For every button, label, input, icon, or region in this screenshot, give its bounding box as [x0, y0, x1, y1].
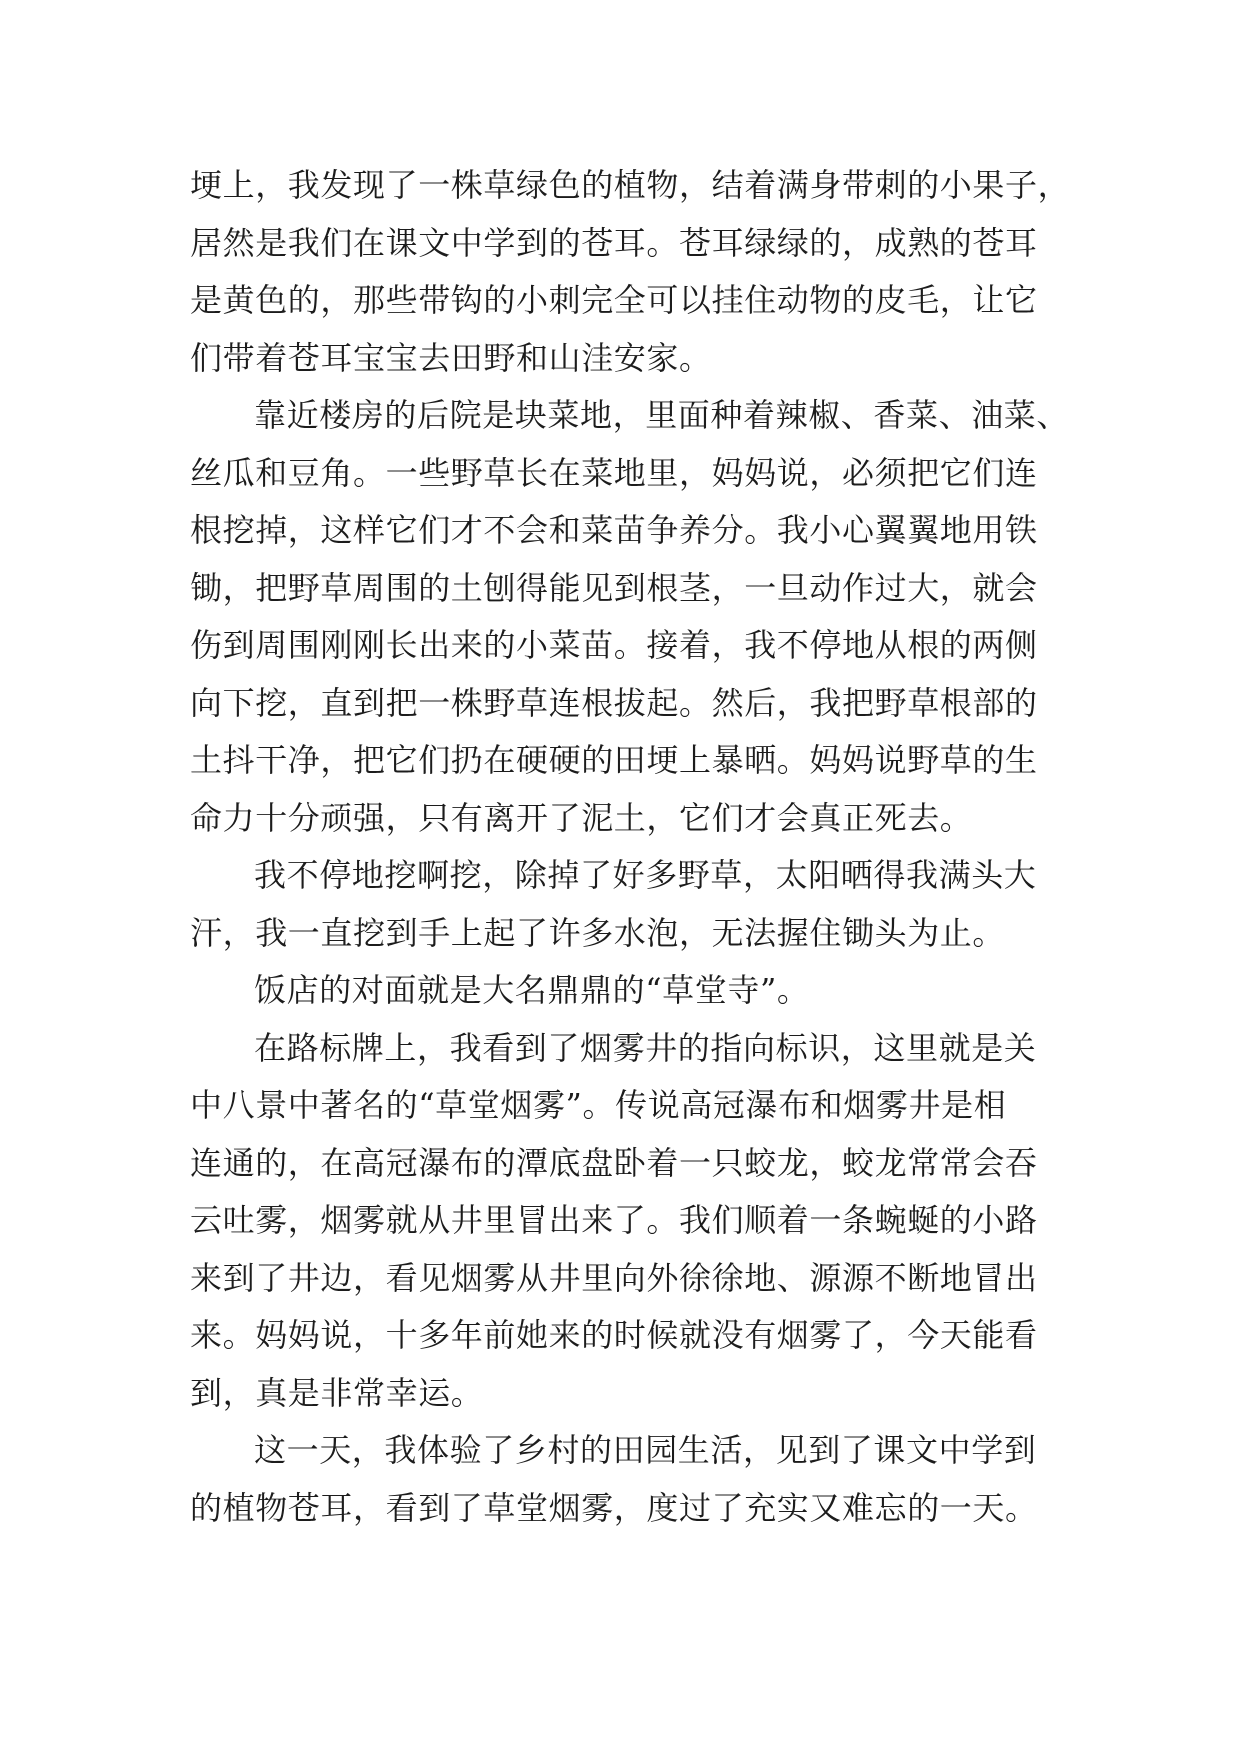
text-line: 这一天，我体验了乡村的田园生活，见到了课文中学到	[254, 1431, 1037, 1469]
text-line: 伤到周围刚刚长出来的小菜苗。接着，我不停地从根的两侧	[190, 626, 1038, 664]
paragraph	[190, 1020, 1070, 1423]
paragraph	[190, 387, 1070, 847]
text-line: 命力十分顽强，只有离开了泥土，它们才会真正死去。	[190, 798, 973, 837]
text-line: 饭店的对面就是大名鼎鼎的“草堂寺”。	[254, 971, 810, 1009]
text-line: 云吐雾，烟雾就从井里冒出来了。我们顺着一条蜿蜒的小路	[190, 1201, 1038, 1239]
text-line: 到，真是非常幸运。	[190, 1373, 484, 1412]
text-line: 来到了井边，看见烟雾从井里向外徐徐地、源源不断地冒出	[190, 1258, 1038, 1297]
text-line: 在路标牌上，我看到了烟雾井的指向标识，这里就是关	[254, 1028, 1037, 1067]
text-line: 土抖干净，把它们扔在硬硬的田埂上暴晒。妈妈说野草的生	[190, 741, 1038, 779]
text-line: 的植物苍耳，看到了草堂烟雾，度过了充实又难忘的一天。	[190, 1488, 1038, 1527]
text-line: 中八景中著名的“草堂烟雾”。传说高冠瀑布和烟雾井是相	[190, 1086, 1007, 1124]
document-body	[190, 157, 1070, 1537]
text-line: 我不停地挖啊挖，除掉了好多野草，太阳晒得我满头大	[254, 856, 1037, 894]
paragraph	[190, 157, 1070, 387]
text-line: 们带着苍耳宝宝去田野和山洼安家。	[190, 338, 712, 377]
paragraph	[190, 962, 1070, 1020]
text-line: 向下挖，直到把一株野草连根拔起。然后，我把野草根部的	[190, 683, 1038, 722]
text-line: 锄，把野草周围的土刨得能见到根茎，一旦动作过大，就会	[190, 568, 1038, 607]
text-line: 根挖掉，这样它们才不会和菜苗争养分。我小心翼翼地用铁	[190, 511, 1038, 549]
text-line: 是黄色的，那些带钩的小刺完全可以挂住动物的皮毛，让它	[190, 281, 1038, 319]
text-line: 靠近楼房的后院是块菜地，里面种着辣椒、香菜、油菜、	[254, 396, 1070, 434]
text-line: 埂上，我发现了一株草绿色的植物，结着满身带刺的小果子，	[190, 166, 1071, 204]
text-line: 丝瓜和豆角。一些野草长在菜地里，妈妈说，必须把它们连	[190, 453, 1038, 492]
text-line: 连通的，在高冠瀑布的潭底盘卧着一只蛟龙，蛟龙常常会吞	[190, 1143, 1038, 1182]
paragraph	[190, 847, 1070, 962]
text-line: 汗，我一直挖到手上起了许多水泡，无法握住锄头为止。	[190, 913, 1006, 952]
text-line: 来。妈妈说，十多年前她来的时候就没有烟雾了，今天能看	[190, 1316, 1038, 1354]
text-line: 居然是我们在课文中学到的苍耳。苍耳绿绿的，成熟的苍耳	[190, 223, 1038, 262]
paragraph	[190, 1422, 1070, 1537]
